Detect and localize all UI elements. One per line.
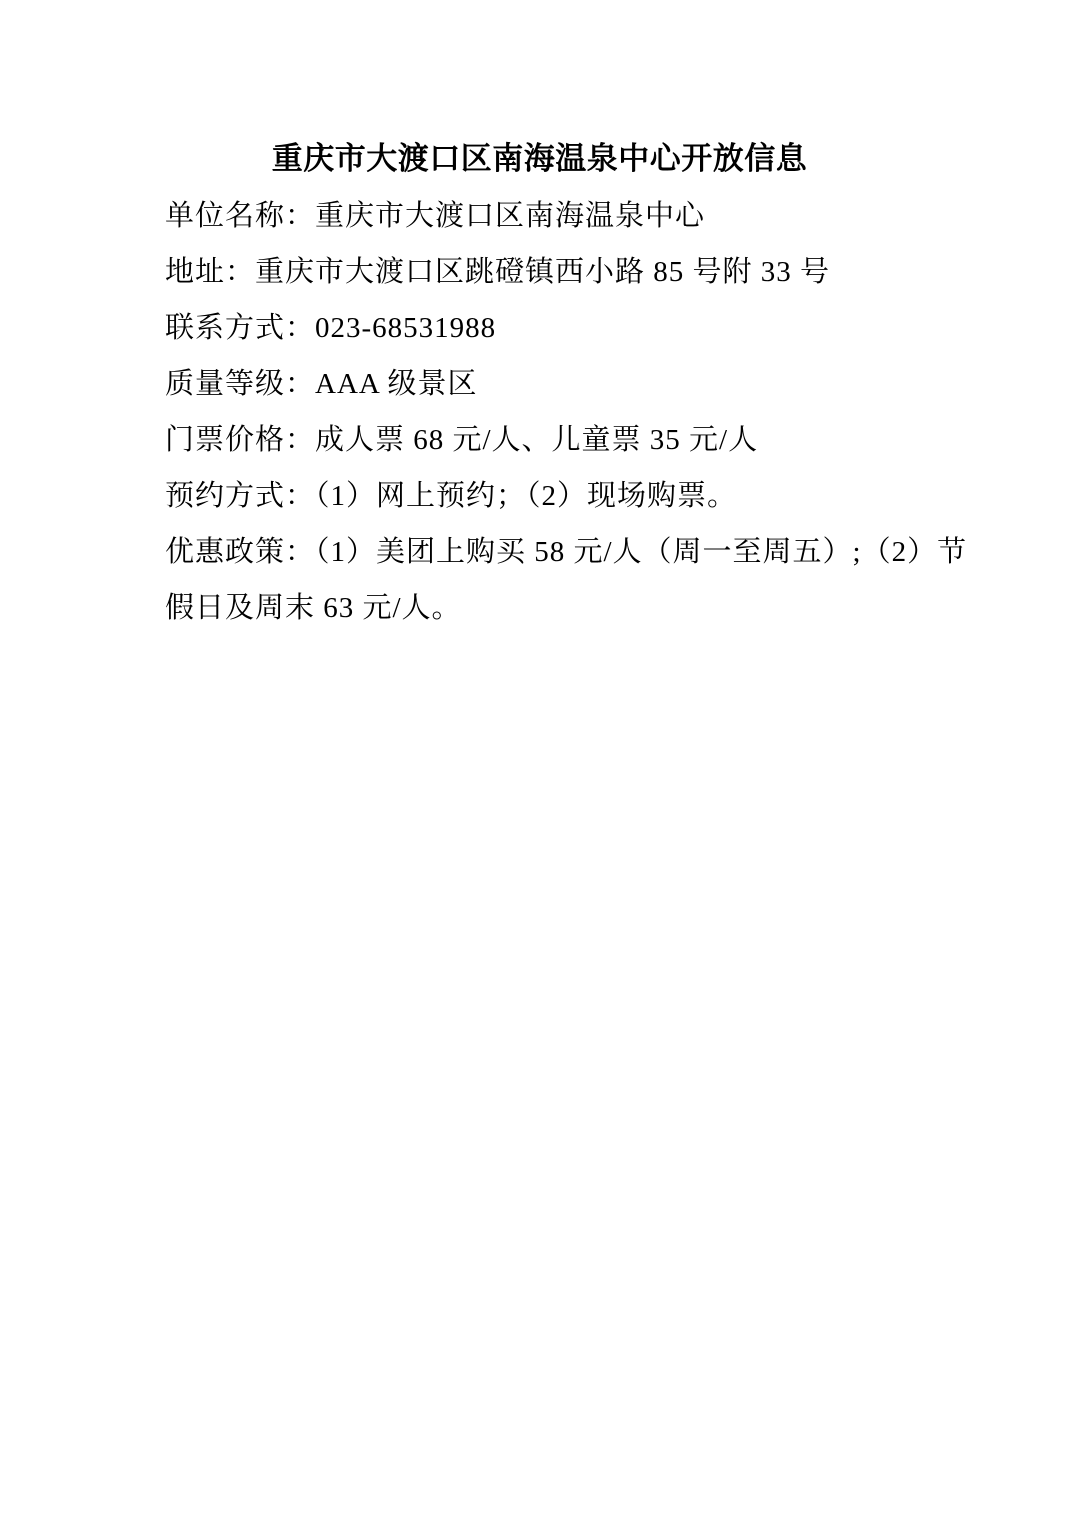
field-discount-policy-line-2: 假日及周末 63 元/人。: [165, 592, 462, 624]
field-contact-phone: 联系方式：023-68531988: [165, 312, 497, 344]
field-address: 地址：重庆市大渡口区跳磴镇西小路 85 号附 33 号: [165, 256, 831, 288]
field-quality-grade: 质量等级：AAA 级景区: [165, 368, 478, 400]
field-ticket-price: 门票价格：成人票 68 元/人、儿童票 35 元/人: [165, 424, 759, 456]
field-booking-method: 预约方式：（1）网上预约；（2）现场购票。: [165, 480, 738, 512]
document-body: [165, 188, 968, 636]
document-title: 重庆市大渡口区南海温泉中心开放信息: [271, 141, 808, 177]
field-discount-policy-line-1: 优惠政策：（1）美团上购买 58 元/人（周一至周五）;（2）节: [165, 536, 968, 568]
field-unit-name: 单位名称：重庆市大渡口区南海温泉中心: [165, 200, 706, 232]
